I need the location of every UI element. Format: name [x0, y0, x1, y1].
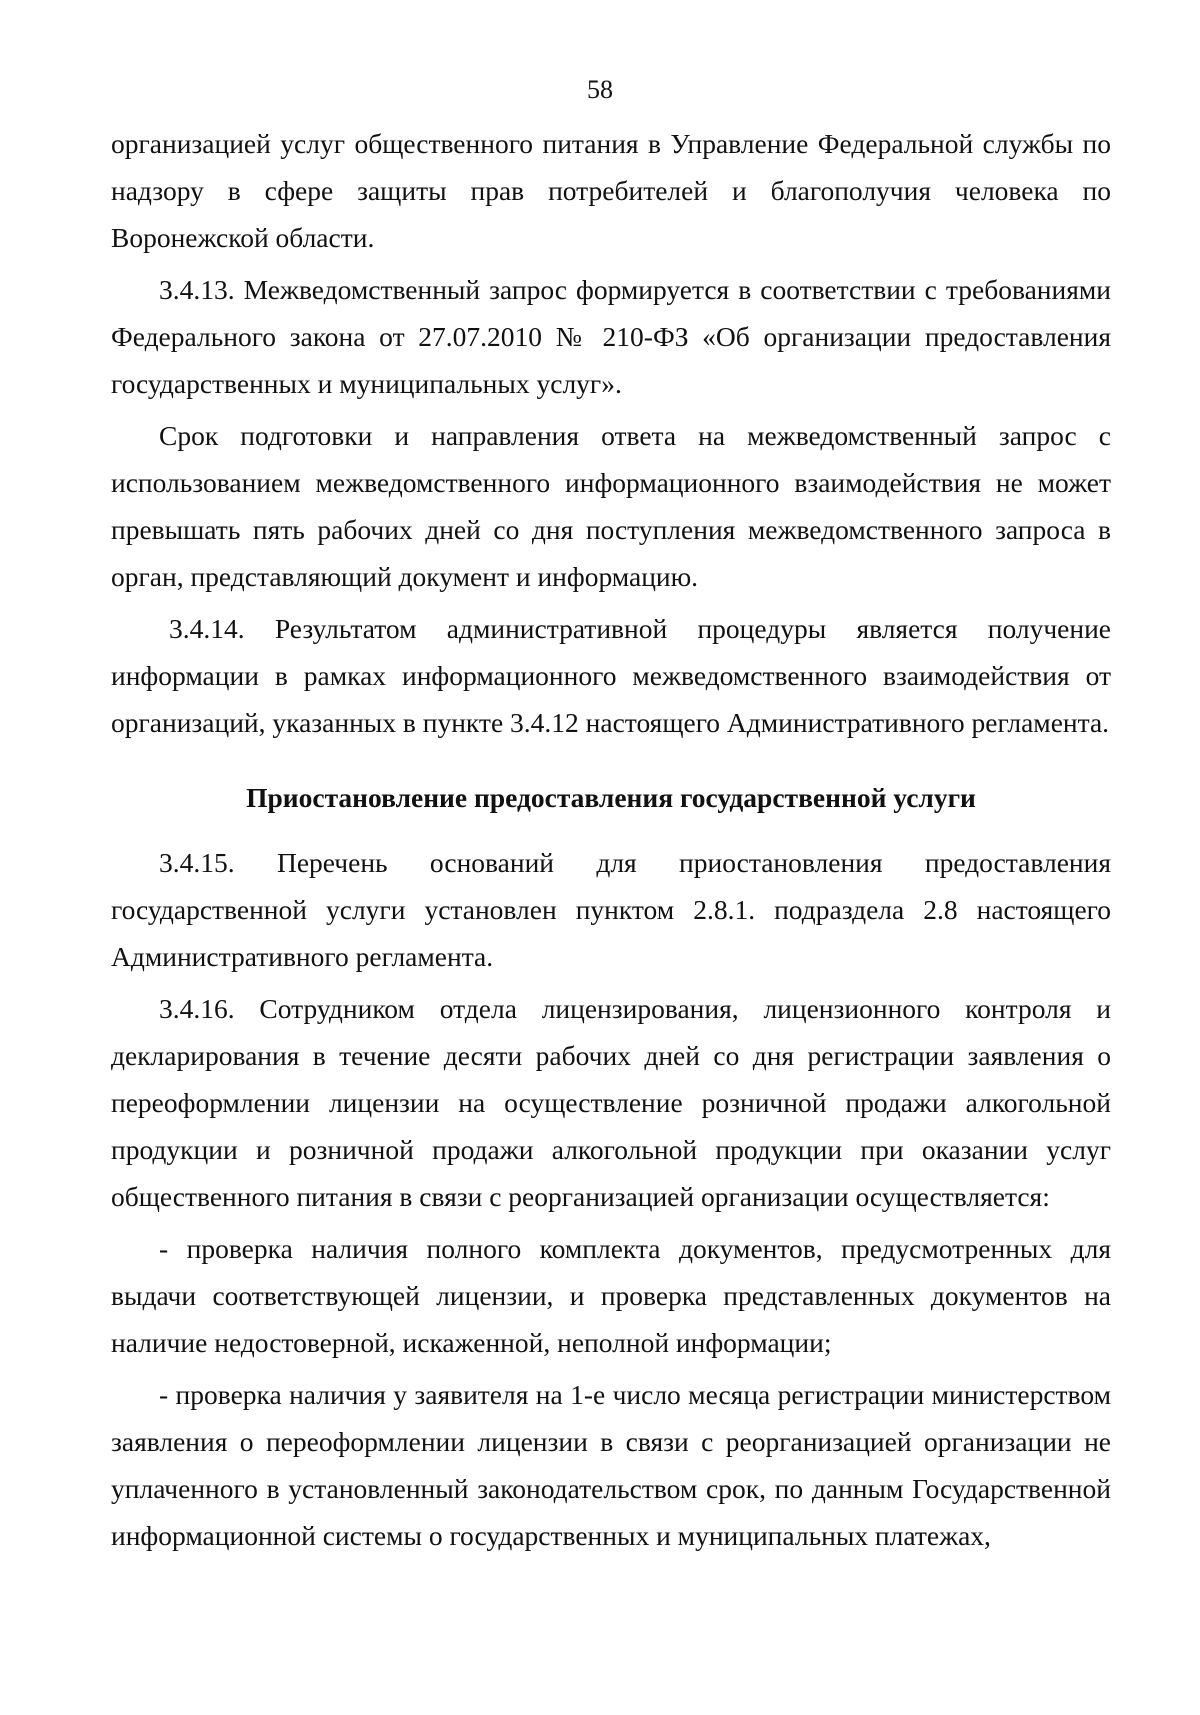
paragraph-3-4-14: 3.4.14. Результатом административной процедуры является получение информации в рамках информационного межведомственного взаимодействия от организаций, указанных в пункте 3.4.12 настоящего Административного регламента.	[111, 613, 1111, 738]
document-body	[111, 120, 1111, 1564]
paragraph-3-4-16: 3.4.16. Сотрудником отдела лицензирования, лицензионного контроля и декларирования в течение десяти рабочих дней со дня регистрации заявления о переоформлении лицензии на осуществление розничной продажи алкогольной продукции и розничной продажи алкогольной продукции при оказании услуг общественного питания в связи с реорганизацией организации осуществляется:	[111, 993, 1111, 1212]
paragraph-continuation: организацией услуг общественного питания в Управление Федеральной службы по надзору в сфере защиты прав потребителей и благополучия человека по Воронежской области.	[111, 128, 1111, 253]
list-item-document-check: - проверка наличия полного комплекта документов, предусмотренных для выдачи соответствующей лицензии, и проверка представленных документов на наличие недостоверной, искаженной, неполной информации;	[111, 1233, 1111, 1358]
paragraph-response-deadline: Срок подготовки и направления ответа на межведомственный запрос с использованием межведомственного информационного взаимодействия не может превышать пять рабочих дней со дня поступления межведомственного запроса в орган, представляющий документ и информацию.	[111, 420, 1111, 592]
paragraph-3-4-15: 3.4.15. Перечень оснований для приостановления предоставления государственной услуги установлен пунктом 2.8.1. подраздела 2.8 настоящего Административного регламента.	[111, 847, 1111, 972]
paragraph-3-4-13: 3.4.13. Межведомственный запрос формируется в соответствии с требованиями Федерального закона от 27.07.2010 № 210-ФЗ «Об организации предоставления государственных и муниципальных услуг».	[111, 274, 1111, 399]
section-heading: Приостановление предоставления государственной услуги	[246, 782, 976, 813]
list-item-payment-check: - проверка наличия у заявителя на 1-е число месяца регистрации министерством заявления о переоформлении лицензии в связи с реорганизацией организации не уплаченного в установленный законодательством срок, по данным Государственной информационной системы о государственных и муниципальных платежах,	[111, 1379, 1111, 1551]
page-number: 58	[587, 75, 613, 104]
